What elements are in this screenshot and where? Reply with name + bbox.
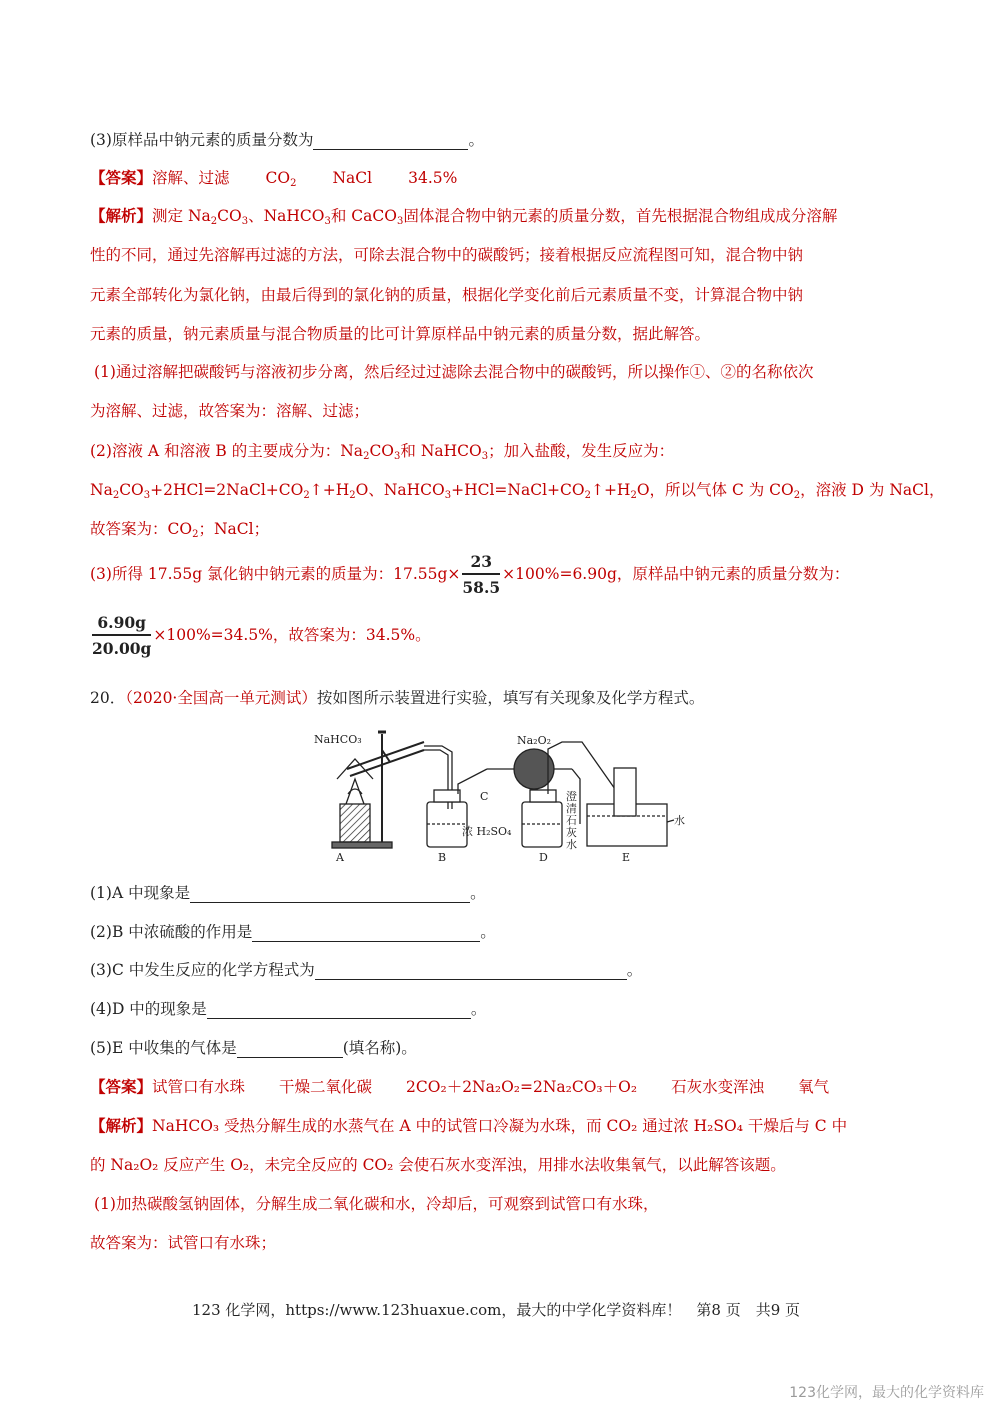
analysis1-part1-line-2: 为溶解、过滤，故答案为：溶解、过滤； <box>90 402 370 420</box>
answer-blank[interactable] <box>207 1002 471 1019</box>
answer-blank[interactable] <box>252 925 480 942</box>
analysis1-part3-line-2 <box>90 612 431 658</box>
analysis1-part2-line-3: 故答案为：$CO_2$；NaCl； <box>90 520 270 540</box>
question-part-end: 。 <box>470 884 486 902</box>
question-stem: 按如图所示装置进行实验，填写有关现象及化学方程式。 <box>316 689 705 707</box>
fraction-denominator: 58.5 <box>462 578 501 597</box>
label-a: A <box>336 851 344 864</box>
answer-item-1: 试管口有水珠 <box>152 1078 246 1096</box>
analysis2-line-1 <box>90 1116 847 1136</box>
analysis2-text: NaHCO₃ 受热分解生成的水蒸气在 A 中的试管口冷凝为水珠，而 CO₂ 通过浓 H₂SO₄ 干燥后与 C 中 <box>152 1117 848 1135</box>
question-part-text: (4)D 中的现象是 <box>90 1000 207 1018</box>
answer-item-4: 34.5% <box>408 169 458 187</box>
analysis1-text: 、NaHCO <box>248 207 325 225</box>
label-nahco3: NaHCO₃ <box>314 733 362 746</box>
answer-item-1: 溶解、过滤 <box>152 169 230 187</box>
equation-text: O、NaHCO <box>355 481 445 499</box>
analysis1-part1-line-1: (1)通过溶解把碳酸钙与溶液初步分离，然后经过过滤除去混合物中的碳酸钙，所以操作①、②的名称依次 <box>94 363 814 381</box>
equation-text: ，溶液 D 为 NaCl， <box>800 481 945 499</box>
q20-part1 <box>90 883 486 903</box>
collecting-tube <box>614 768 636 816</box>
fraction-6.90-over-20.00 <box>92 614 151 658</box>
analysis1-text: CO <box>369 442 395 460</box>
analysis2-line-3: (1)加热碳酸氢钠固体，分解生成二氧化碳和水，冷却后，可观察到试管口有水珠， <box>94 1195 659 1213</box>
equation-text: O，所以气体 C 为 CO <box>636 481 794 499</box>
question-part-text: (2)B 中浓硫酸的作用是 <box>90 923 253 941</box>
equation-text: ↑+H <box>309 481 350 499</box>
analysis1-part2-line-1: (2)溶液 A 和溶液 B 的主要成分为：$Na_2CO_3$和 NaHCO$_3$；加入盐酸，发生反应为： <box>90 442 675 462</box>
q20-part2 <box>90 922 496 942</box>
analysis1-line-1: 【解析】测定 $Na_2CO_3$、NaHCO$_3$和 CaCO$_3$固体混合物中钠元素的质量分数，首先根据混合物组成成分溶解 <box>90 206 838 227</box>
analysis1-text: ；NaCl； <box>198 520 270 538</box>
label-na2o2: Na₂O₂ <box>517 734 552 747</box>
label-limewater-4: 灰 <box>566 826 577 839</box>
answer-blank[interactable] <box>315 963 627 980</box>
analysis1-line-3: 元素全部转化为氯化钠，由最后得到的氯化钠的质量，根据化学变化前后元素质量不变，计算混合物中钠 <box>90 286 804 304</box>
analysis1-text: ×100%=6.90g，原样品中钠元素的质量分数为： <box>502 565 850 583</box>
answer-item-5: 氧气 <box>798 1078 830 1096</box>
answer-blank[interactable] <box>313 133 468 150</box>
question-part-text: (1)A 中现象是 <box>90 884 191 902</box>
answer-item-2: 干燥二氧化碳 <box>279 1078 373 1096</box>
q20-part5 <box>90 1038 417 1058</box>
question-part-end: 。 <box>470 1000 487 1018</box>
q19-part3 <box>90 130 484 150</box>
fraction-numerator: 6.90g <box>92 614 151 636</box>
label-h2so4: 浓 H₂SO₄ <box>462 825 512 838</box>
answer-tag: 【答案】 <box>90 168 153 187</box>
label-b: B <box>438 851 447 864</box>
equation-text: CO <box>119 481 144 499</box>
analysis1-line-4: 元素的质量，钠元素质量与混合物质量的比可计算原样品中钠元素的质量分数，据此解答。 <box>90 325 711 343</box>
experiment-apparatus-figure <box>312 724 692 864</box>
label-water: 水 <box>674 814 685 827</box>
answer-item-3: NaCl <box>332 169 373 187</box>
answer-blank[interactable] <box>237 1041 343 1058</box>
analysis-tag: 【解析】 <box>90 206 153 225</box>
question-part-suffix: (填名称)。 <box>342 1039 417 1057</box>
equation-text: +2HCl=2NaCl+CO <box>150 481 304 499</box>
analysis1-text: 故答案为：CO <box>90 520 193 538</box>
q20-part4 <box>90 999 486 1019</box>
analysis1-text: ；加入盐酸，发生反应为： <box>488 442 675 460</box>
analysis1-part3-line <box>90 551 849 597</box>
q19-part3-text: (3)原样品中钠元素的质量分数为 <box>90 131 314 149</box>
analysis-tag: 【解析】 <box>90 1116 153 1135</box>
q20-part3 <box>90 960 642 980</box>
question-part-text: (3)C 中发生反应的化学方程式为 <box>90 961 315 979</box>
page-footer: 123 化学网，https://www.123huaxue.com，最大的中学化学资料库！ 第8 页 共9 页 <box>191 1301 801 1319</box>
analysis1-text: (2)溶液 A 和溶液 B 的主要成分为：Na <box>90 442 364 460</box>
label-limewater-3: 石 <box>566 814 577 827</box>
question-part-text: (5)E 中收集的气体是 <box>90 1039 237 1057</box>
analysis2-line-4: 故答案为：试管口有水珠； <box>90 1234 277 1252</box>
question-source: （2020·全国高一单元测试） <box>125 689 317 707</box>
answer-tag: 【答案】 <box>90 1077 153 1096</box>
analysis1-part2-equation: $Na_2CO_3+2HCl=2NaCl+CO_2↑+H_2O$、$NaHCO_3+HCl=NaCl+CO_2↑+H_2O$，所以气体 C 为 $CO_2$，溶液 D 为 NaCl， <box>90 481 945 501</box>
analysis1-line-2: 性的不同，通过先溶解再过滤的方法，可除去混合物中的碳酸钙；接着根据反应流程图可知，混合物中钠 <box>90 246 804 264</box>
label-limewater-1: 澄 <box>566 790 577 803</box>
answer-item-3: 2CO₂＋2Na₂O₂=2Na₂CO₃＋O₂ <box>406 1078 638 1096</box>
analysis1-text: 和 CaCO <box>330 207 397 225</box>
q20-stem <box>90 688 704 708</box>
answer-item-2: CO <box>265 169 291 187</box>
equation-text: +HCl=NaCl+CO <box>451 481 585 499</box>
fraction-denominator: 20.00g <box>92 639 152 658</box>
answer-line-1: 【答案】溶解、过滤 $CO_2$ NaCl 34.5% <box>90 168 458 189</box>
analysis1-text: CO <box>217 207 242 225</box>
analysis2-line-2: 的 Na₂O₂ 反应产生 O₂，未完全反应的 CO₂ 会使石灰水变浑浊，用排水法收集氧气，以此解答该题。 <box>90 1156 786 1174</box>
fraction-numerator: 23 <box>462 553 500 575</box>
analysis1-text: 和 NaHCO <box>400 442 482 460</box>
answer-blank[interactable] <box>190 886 470 903</box>
equation-text: Na <box>90 481 113 499</box>
equation-text: ↑+H <box>590 481 631 499</box>
analysis1-text: (3)所得 17.55g 氯化钠中钠元素的质量为：17.55g× <box>90 565 461 583</box>
label-limewater-2: 清 <box>566 802 577 815</box>
question-part-end: 。 <box>626 961 643 979</box>
fraction-23-over-58.5 <box>462 553 500 597</box>
answer-line-2 <box>90 1077 829 1097</box>
burner-block <box>340 804 370 842</box>
label-c: C <box>480 790 489 803</box>
analysis1-text: ×100%=34.5%，故答案为：34.5%。 <box>153 626 431 644</box>
q19-part3-end: 。 <box>468 131 484 149</box>
analysis1-text: 固体混合物中钠元素的质量分数，首先根据混合物组成成分溶解 <box>403 207 838 225</box>
label-limewater-5: 水 <box>566 838 577 851</box>
analysis1-text: 测定 Na <box>152 207 211 225</box>
stand-base <box>332 842 392 848</box>
question-number: 20． <box>90 689 126 707</box>
label-d: D <box>539 851 548 864</box>
answer-item-4: 石灰水变浑浊 <box>671 1078 765 1096</box>
question-part-end: 。 <box>480 923 496 941</box>
watermark: 123化学网，最大的化学资料库 <box>789 1385 984 1401</box>
label-e: E <box>622 851 631 864</box>
